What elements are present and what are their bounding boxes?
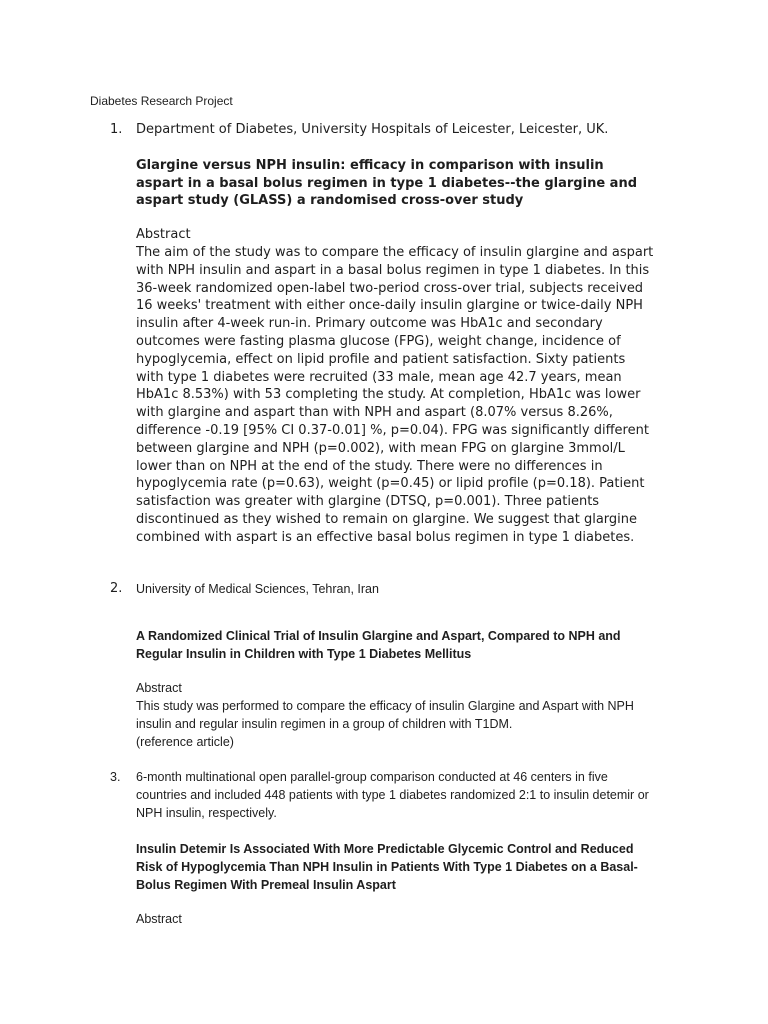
reference-note: (reference article) (136, 735, 234, 749)
abstract-label: Abstract (136, 681, 182, 695)
reference-entry-3 (110, 768, 655, 928)
entry-number: 2. (110, 581, 123, 596)
abstract-text: This study was performed to compare the efficacy of insulin Glargine and Aspart with NPH insulin and regular insulin regimen in a group of children with T1DM. (136, 699, 634, 731)
entry-affiliation: University of Medical Sciences, Tehran, Iran (136, 582, 379, 596)
abstract-label: Abstract (136, 912, 182, 926)
entry-title: Insulin Detemir Is Associated With More Predictable Glycemic Control and Reduced Risk of Hypoglycemia Than NPH Insulin in Patients With Type 1 Diabetes on a Basal-Bolus Regimen With Premeal Insulin Aspart (136, 842, 638, 892)
abstract-label: Abstract (136, 227, 191, 243)
entry-number: 1. (110, 122, 123, 137)
document-header: Diabetes Research Project (90, 94, 233, 108)
entry-summary: 6-month multinational open parallel-group comparison conducted at 46 centers in five countries and included 448 patients with type 1 diabetes randomized 2:1 to insulin detemir or NPH insulin, respectively. (136, 770, 649, 820)
entry-title: Glargine versus NPH insulin: efficacy in comparison with insulin aspart in a basal bolus regimen in type 1 diabetes--the glargine and aspart study (GLASS) a randomised cross-over study (136, 157, 638, 209)
abstract-text: The aim of the study was to compare the efficacy of insulin glargine and aspart with NPH insulin and aspart in a basal bolus regimen in type 1 diabetes. In this 36-week randomized open-label two-period cross-over trial, subjects received 16 weeks' treatment with either once-daily insulin glargine or twice-daily NPH insulin after 4-week run-in. Primary outcome was HbA1c and secondary outcomes were fasting plasma glucose (FPG), weight change, incidence of hypoglycemia, effect on lipid profile and patient satisfaction. Sixty patients with type 1 diabetes were recruited (33 male, mean age 42.7 years, mean HbA1c 8.53%) with 53 completing the study. At completion, HbA1c was lower with glargine and aspart than with NPH and aspart (8.07% versus 8.26%, difference -0.19 [95% CI 0.37-0.01] %, p=0.04). FPG was significantly different between glargine and NPH (p=0.002), with mean FPG on glargine 3mmol/L lower than on NPH at the end of the study. There were no differences in hypoglycemia rate (p=0.63), weight (p=0.45) or lipid profile (p=0.18). Patient satisfaction was greater with glargine (DTSQ, p=0.001). Three patients discontinued as they wished to remain on glargine. We suggest that glargine combined with aspart is an effective basal bolus regimen in type 1 diabetes. (136, 244, 654, 545)
entry-affiliation: Department of Diabetes, University Hospitals of Leicester, Leicester, UK. (136, 122, 609, 137)
entry-number: 3. (110, 770, 121, 784)
reference-entry-2 (110, 580, 655, 751)
reference-entry-1 (110, 121, 655, 547)
entry-title: A Randomized Clinical Trial of Insulin Glargine and Aspart, Compared to NPH and Regular Insulin in Children with Type 1 Diabetes Mellitus (136, 629, 621, 661)
